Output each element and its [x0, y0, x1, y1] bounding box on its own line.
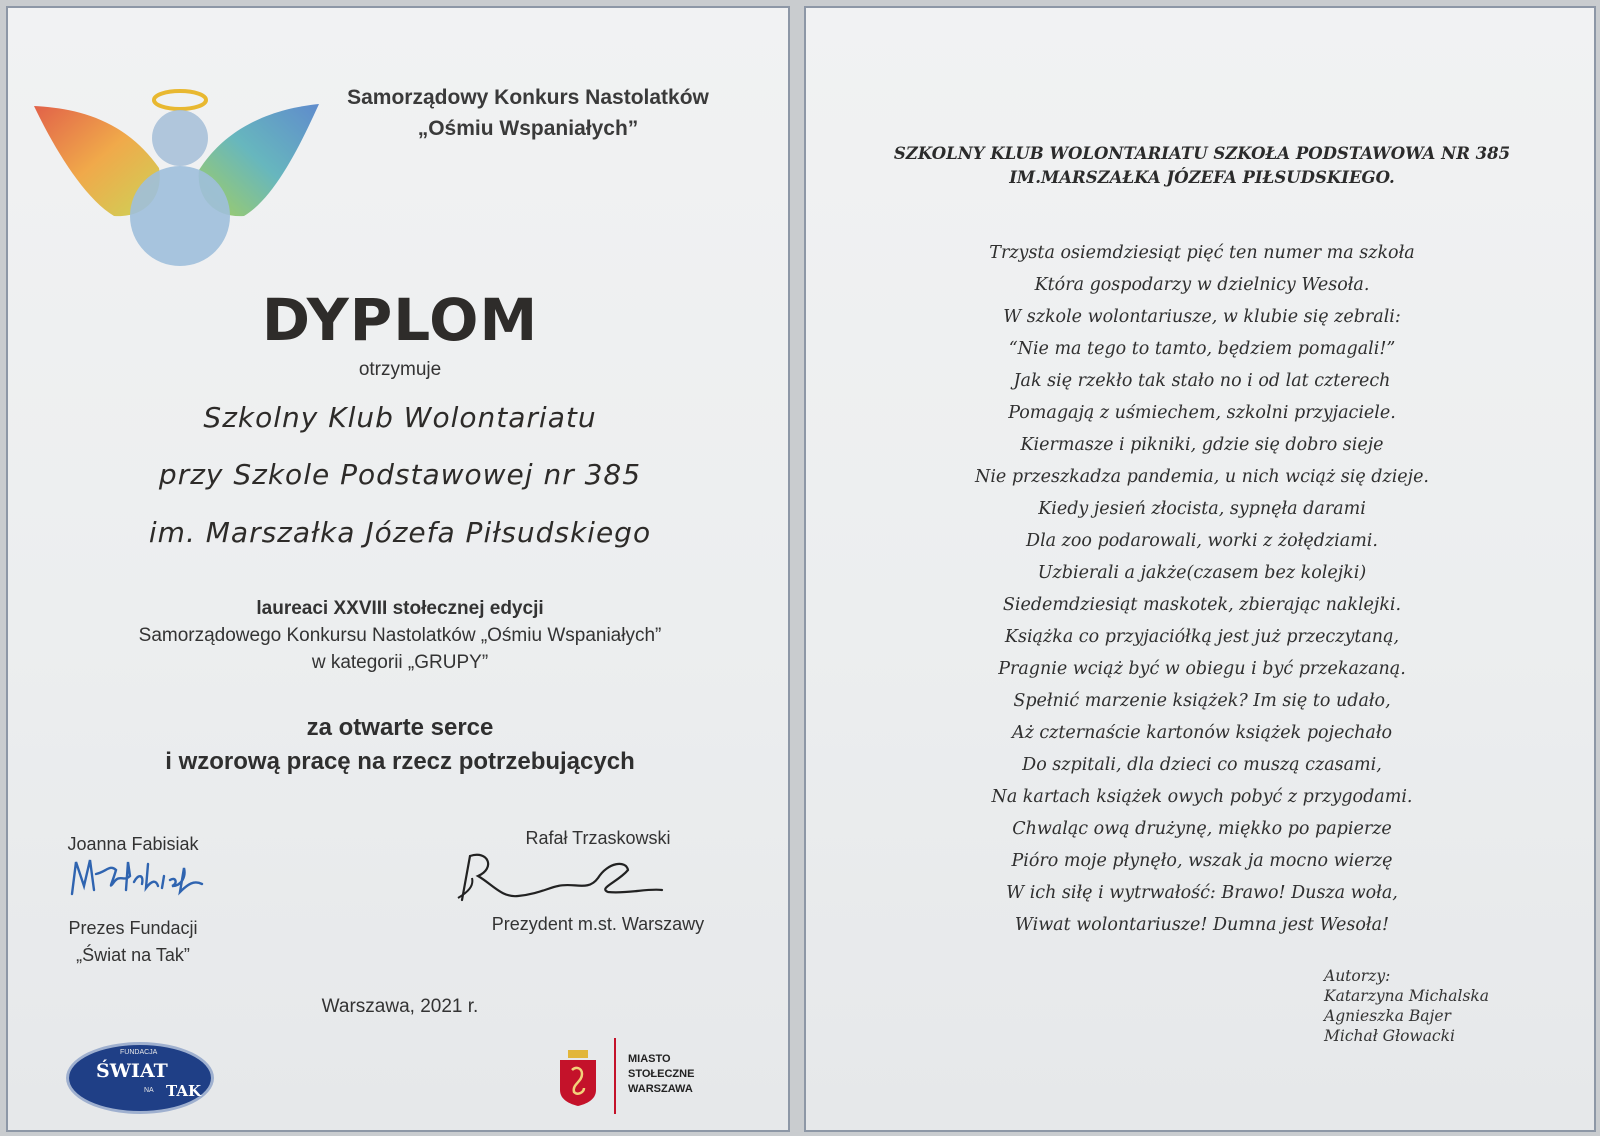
reason-line1: za otwarte serce	[306, 714, 494, 741]
angel-logo-icon	[34, 78, 334, 278]
signer-left-role1: Prezes Fundacji	[68, 918, 198, 938]
poem-line: Na kartach książek owych pobyć z przygodami.	[991, 787, 1413, 807]
signature-right-icon	[448, 848, 688, 908]
poem-line: Trzysta osiemdziesiąt pięć ten numer ma szkoła	[989, 243, 1415, 263]
logo-swiat-small: NA	[144, 1087, 154, 1094]
signer-left-role2: „Świat na Tak”	[76, 945, 190, 965]
poem-line: Do szpitali, dla dzieci co muszą czasami,	[1022, 755, 1382, 775]
authors-label: Autorzy:	[1324, 967, 1391, 985]
diploma-title: DYPLOM	[261, 286, 539, 354]
poem-sheet	[804, 6, 1596, 1132]
laureate-line3: w kategorii „GRUPY”	[311, 652, 489, 673]
contest-title-line2: „Ośmiu Wspaniałych”	[417, 117, 639, 140]
poem-line: Pióro moje płynęło, wszak ja mocno wierzę	[1011, 851, 1393, 871]
signer-left-name: Joanna Fabisiak	[67, 834, 199, 854]
poem-line: Chwaląc ową drużynę, miękko po papierze	[1012, 819, 1392, 839]
poem-line: “Nie ma tego to tamto, będziem pomagali!”	[1008, 339, 1396, 359]
diploma-sheet	[6, 6, 790, 1132]
recipient-line1: Szkolny Klub Wolontariatu	[203, 401, 597, 434]
logo-swiat-main: ŚWIAT	[96, 1060, 168, 1082]
poem-heading-line1: SZKOLNY KLUB WOLONTARIATU SZKOŁA PODSTAWOWA NR 385	[893, 144, 1511, 163]
poem-line: Książka co przyjaciółką jest już przeczytaną,	[1004, 627, 1400, 647]
signature-left-icon	[66, 854, 216, 904]
poem-line: Jak się rzekło tak stało no i od lat czterech	[1013, 371, 1391, 391]
poem-line: Kiedy jesień złocista, sypnęła darami	[1038, 499, 1366, 519]
receives-label: otrzymuje	[358, 359, 442, 380]
logo-city-line2: STOŁECZNE	[628, 1068, 695, 1080]
poem-line: Która gospodarzy w dzielnicy Wesoła.	[1034, 275, 1370, 295]
poem-line: Nie przeszkadza pandemia, u nich wciąż się dzieje.	[975, 467, 1429, 487]
reason-line2: i wzorową pracę na rzecz potrzebujących	[165, 748, 635, 775]
poem-line: W szkole wolontariusze, w klubie się zebrali:	[1003, 307, 1401, 327]
logo-city-line3: WARSZAWA	[628, 1083, 693, 1095]
swiat-na-tak-logo	[66, 1042, 214, 1114]
poem-line: Aż czternaście kartonów książek pojechało	[1011, 723, 1393, 743]
poem-line: Pragnie wciąż być w obiegu i być przekazaną.	[998, 659, 1406, 679]
poem-heading-line2: IM.MARSZAŁKA JÓZEFA PIŁSUDSKIEGO.	[1009, 168, 1395, 187]
laureate-line1: laureaci XXVIII stołecznej edycji	[256, 598, 544, 619]
poem-line: Spełnić marzenie książek? Im się to udało,	[1013, 691, 1391, 711]
poem-line: Wiwat wolontariusze! Dumna jest Wesoła!	[1014, 915, 1390, 935]
warszawa-logo	[558, 1038, 718, 1116]
authors-block	[1324, 966, 1489, 1046]
author-name: Katarzyna Michalska	[1324, 987, 1490, 1005]
poem-line: W ich siłę i wytrwałość: Brawo! Dusza woła,	[1006, 883, 1398, 903]
contest-title-line1: Samorządowy Konkurs Nastolatków	[347, 86, 709, 109]
poem-line: Dla zoo podarowali, worki z żołędziami.	[1026, 531, 1378, 551]
author-name: Michał Głowacki	[1324, 1027, 1455, 1045]
signer-right-name: Rafał Trzaskowski	[525, 828, 671, 848]
poem-line: Kiermasze i pikniki, gdzie się dobro sieje	[1020, 435, 1384, 455]
logo-city-line1: MIASTO	[628, 1053, 671, 1065]
signer-right-role: Prezydent m.st. Warszawy	[491, 914, 705, 934]
warsaw-crest-icon	[558, 1050, 598, 1106]
poem-heading	[806, 142, 1596, 190]
logo-swiat-top: FUNDACJA	[120, 1049, 158, 1056]
poem-line: Pomagają z uśmiechem, szkolni przyjaciele.	[1008, 403, 1396, 423]
logo-swiat-end: TAK	[166, 1082, 202, 1100]
poem-line: Siedemdziesiąt maskotek, zbierając naklejki.	[1002, 595, 1402, 615]
recipient-line2: przy Szkole Podstawowej nr 385	[158, 458, 642, 491]
author-name: Agnieszka Bajer	[1324, 1007, 1451, 1025]
recipient-line3: im. Marszałka Józefa Piłsudskiego	[148, 516, 652, 549]
laureate-line2: Samorządowego Konkursu Nastolatków „Ośmiu Wspaniałych”	[138, 625, 662, 646]
poem-line: Uzbierali a jakże(czasem bez kolejki)	[1037, 563, 1367, 583]
place-date: Warszawa, 2021 r.	[321, 996, 479, 1017]
